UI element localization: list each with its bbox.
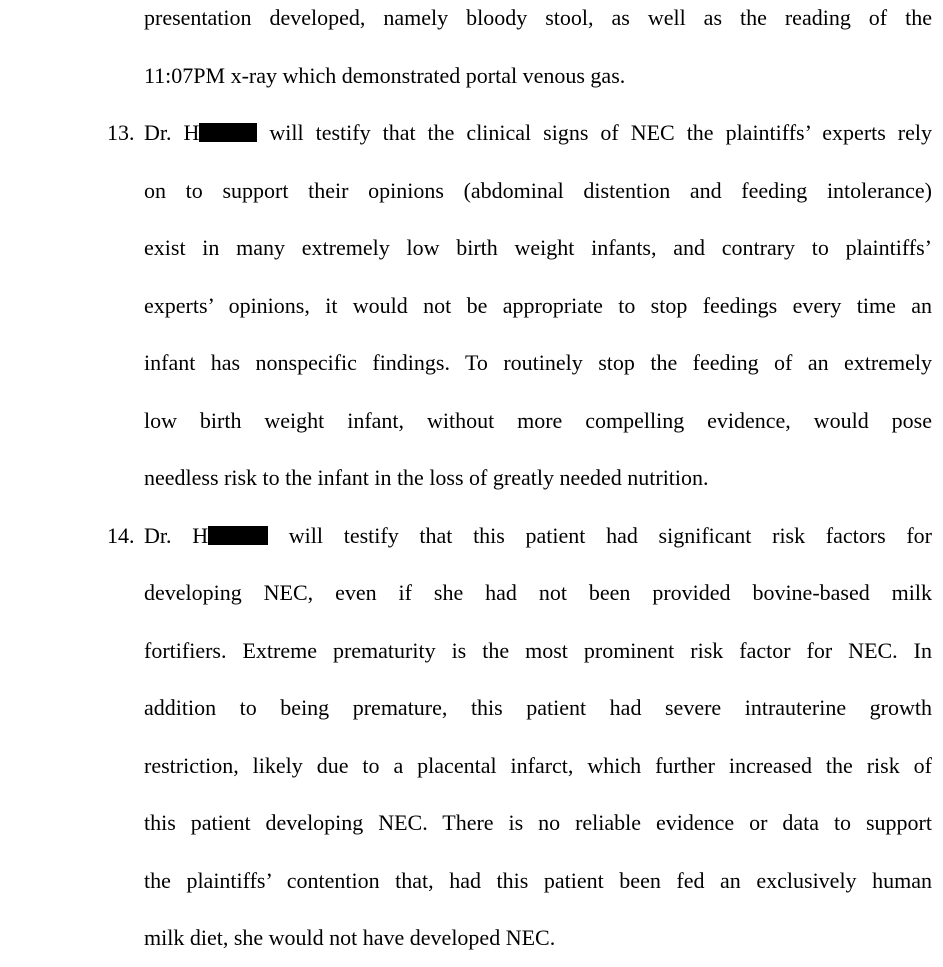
item-14-line-6: this patient developing NEC. There is no reliable evidence or data to support — [144, 810, 932, 835]
item-14-line-7: the plaintiffs’ contention that, had this patient been fed an exclusively human — [144, 868, 932, 893]
item-13-suffix: will testify that the clinical signs of NEC the plaintiffs’ experts rely — [257, 120, 933, 145]
item-13-number: 13. — [107, 120, 135, 145]
continuation-line-2: 11:07PM x-ray which demonstrated portal venous gas. — [144, 63, 626, 88]
item-13-line-1 — [144, 118, 932, 148]
item-13-prefix: Dr. H — [144, 120, 200, 145]
item-14-line-4: addition to being premature, this patient had severe intrauterine growth — [144, 695, 932, 720]
item-14-prefix: Dr. H — [144, 523, 209, 548]
item-13-line-7: needless risk to the infant in the loss of greatly needed nutrition. — [144, 465, 709, 490]
item-14-suffix: will testify that this patient had significant risk factors for — [268, 523, 933, 548]
item-13-line-6: low birth weight infant, without more compelling evidence, would pose — [144, 408, 932, 433]
item-14-line-8: milk diet, she would not have developed NEC. — [144, 925, 556, 950]
item-14-number: 14. — [107, 523, 135, 548]
item-13-line-5: infant has nonspecific findings. To routinely stop the feeding of an extremely — [144, 350, 932, 375]
item-13-line-3: exist in many extremely low birth weight infants, and contrary to plaintiffs’ — [144, 235, 932, 260]
item-13-line-4: experts’ opinions, it would not be appropriate to stop feedings every time an — [144, 293, 932, 318]
item-13-line-2: on to support their opinions (abdominal distention and feeding intolerance) — [144, 178, 932, 203]
item-14-line-1 — [144, 521, 932, 551]
item-14-line-2: developing NEC, even if she had not been provided bovine-based milk — [144, 580, 932, 605]
continuation-line-1: presentation developed, namely bloody stool, as well as the reading of the — [144, 5, 932, 30]
item-14-line-3: fortifiers. Extreme prematurity is the most prominent risk factor for NEC. In — [144, 638, 932, 663]
redaction-bar — [208, 526, 268, 545]
item-14-line-5: restriction, likely due to a placental infarct, which further increased the risk of — [144, 753, 932, 778]
redaction-bar — [199, 123, 257, 142]
